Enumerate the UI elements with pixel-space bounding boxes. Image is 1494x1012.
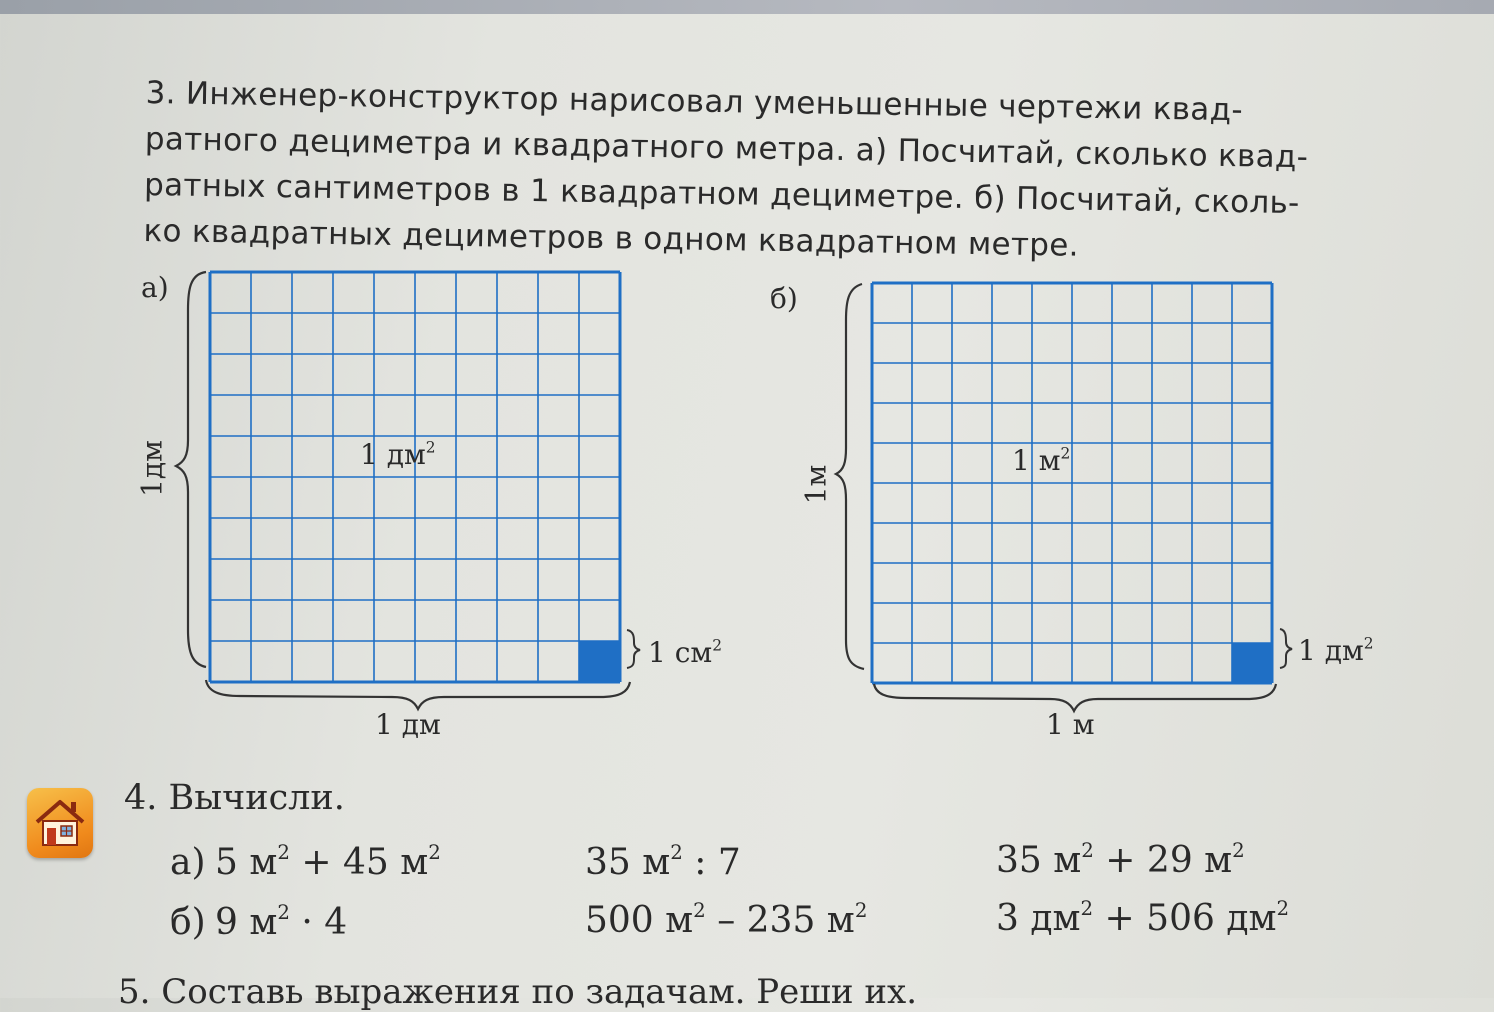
figure-a-cell-exponent: 2 (712, 636, 722, 655)
house-icon-glyph (27, 788, 93, 858)
task-5-cutoff-text: 5. Составь выражения по задачам. Реши их. (118, 972, 918, 1012)
brace-bottom-b (874, 684, 1276, 711)
grid-square-meter (872, 283, 1272, 683)
expression-b2 (585, 900, 867, 941)
expression-b2-part2: – 235 м (705, 900, 855, 941)
figure-b-side-label: 1м (799, 464, 833, 505)
expression-b1-exp1: 2 (277, 901, 290, 925)
figure-b-cell-value: 1 дм (1298, 634, 1364, 667)
task-3-line-1: 3. Инженер-конструктор нарисовал уменьшенные чертежи квад- (145, 74, 1244, 129)
expression-b3-part1: 3 дм (996, 898, 1081, 939)
expression-b1 (215, 902, 347, 943)
expression-a3 (996, 840, 1245, 881)
figure-b-filled-cell (1232, 643, 1272, 683)
figure-b-area-exponent: 2 (1060, 444, 1071, 463)
expression-b3-exp2: 2 (1276, 897, 1290, 921)
brace-left-b (836, 284, 864, 669)
expression-a3-exp2: 2 (1232, 839, 1245, 863)
expression-b2-exp1: 2 (693, 899, 706, 923)
task-4-row-a-marker: а) (170, 842, 206, 883)
expression-a1-part1: 5 м (215, 842, 278, 883)
expression-b3 (996, 898, 1289, 939)
expression-b1-part2: · 4 (289, 902, 348, 943)
expression-b3-part2: + 506 дм (1093, 898, 1277, 939)
figure-a-marker: а) (141, 271, 169, 304)
figure-b-bottom-label: 1 м (1046, 708, 1095, 741)
task-4-title: 4. Вычисли. (124, 778, 345, 818)
expression-a1-part2: + 45 м (289, 842, 429, 883)
figure-b-area-value: 1 м (1012, 444, 1061, 477)
brace-bottom-a (206, 680, 630, 709)
figure-b-area-label (1012, 444, 1070, 477)
expression-b3-exp1: 2 (1080, 897, 1094, 921)
figure-a-filled-cell (579, 641, 620, 682)
expression-a3-exp1: 2 (1081, 839, 1094, 863)
task-3-line-3: ратных сантиметров в 1 квадратном дециметре. б) Посчитай, сколь- (143, 166, 1300, 222)
task-4-row-b-marker: б) (170, 902, 206, 943)
figure-a-area-value: 1 дм (360, 438, 426, 471)
brace-cell-a (627, 630, 640, 668)
expression-a1 (215, 842, 441, 883)
figure-a-area-label (360, 438, 436, 471)
expression-b2-part1: 500 м (585, 900, 694, 941)
expression-a1-exp1: 2 (277, 841, 290, 865)
house-icon (27, 788, 93, 858)
expression-b2-exp2: 2 (854, 899, 868, 923)
figure-b-cell-label (1298, 634, 1374, 667)
expression-a2-part2: : 7 (682, 842, 741, 883)
figure-a-area-exponent: 2 (425, 438, 436, 457)
figure-a-bottom-label: 1 дм (375, 708, 441, 741)
figure-a-cell-value: 1 см (648, 636, 713, 669)
task-3-line-4: ко квадратных дециметров в одном квадратном метре. (143, 212, 1080, 264)
figure-b-cell-exponent: 2 (1363, 634, 1374, 653)
expression-b1-part1: 9 м (215, 902, 278, 943)
expression-a2-part1: 35 м (585, 842, 671, 883)
figure-b-marker: б) (770, 282, 798, 315)
expression-a2-exp1: 2 (670, 841, 683, 865)
grid-square-decimeter (210, 272, 620, 682)
brace-cell-b (1280, 629, 1292, 668)
task-3-line-2: ратного дециметра и квадратного метра. а) Посчитай, сколько квад- (144, 120, 1309, 176)
expression-a3-part1: 35 м (996, 840, 1082, 881)
expression-a3-part2: + 29 м (1093, 840, 1233, 881)
expression-a2 (585, 842, 741, 883)
expression-a1-exp2: 2 (428, 841, 441, 865)
figure-a-side-label: 1дм (135, 440, 169, 497)
brace-left-a (176, 272, 206, 667)
figure-a-cell-label (648, 636, 722, 669)
